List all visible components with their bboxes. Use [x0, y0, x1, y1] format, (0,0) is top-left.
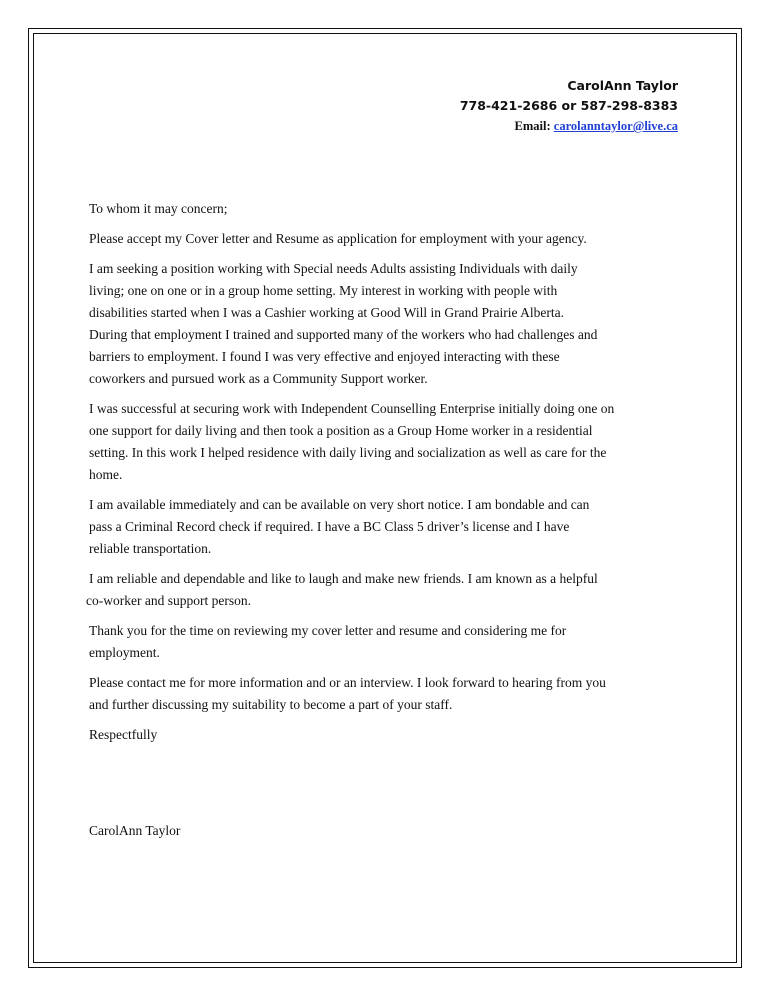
paragraph-line: employment. — [89, 645, 160, 660]
paragraph-line: I was successful at securing work with Independent Counselling Enterprise initially doing one on — [89, 401, 615, 416]
paragraph-line: reliable transportation. — [89, 541, 212, 556]
paragraph-line: home. — [89, 467, 123, 482]
paragraph-line: living; one on one or in a group home setting. My interest in working with people with — [89, 283, 558, 298]
sender-email-line — [460, 116, 678, 136]
paragraph-line: Thank you for the time on reviewing my cover letter and resume and considering me for — [89, 623, 567, 638]
paragraph-thanks — [89, 620, 689, 664]
signature-name: CarolAnn Taylor — [89, 823, 181, 838]
paragraph-line: co-worker and support person. — [86, 593, 251, 608]
paragraph-line: coworkers and pursued work as a Community Support worker. — [89, 371, 428, 386]
letter-header — [460, 76, 678, 136]
paragraph-line: disabilities started when I was a Cashier working at Good Will in Grand Prairie Alberta. — [89, 305, 564, 320]
paragraph-line: pass a Criminal Record check if required. I have a BC Class 5 driver’s license and I have — [89, 519, 570, 534]
paragraph-line: I am reliable and dependable and like to laugh and make new friends. I am known as a helpful — [89, 571, 598, 586]
email-link[interactable]: carolanntaylor@live.ca — [553, 119, 678, 133]
paragraph-contact — [89, 672, 689, 716]
paragraph-line: I am seeking a position working with Special needs Adults assisting Individuals with daily — [89, 261, 578, 276]
paragraph-line: Please contact me for more information and or an interview. I look forward to hearing from you — [89, 675, 606, 690]
paragraph-experience — [89, 258, 689, 390]
greeting: To whom it may concern; — [89, 201, 228, 216]
paragraph-employment — [89, 398, 689, 486]
paragraph-line: During that employment I trained and supported many of the workers who had challenges and — [89, 327, 598, 342]
paragraph-line: I am available immediately and can be available on very short notice. I am bondable and can — [89, 497, 590, 512]
letter-body — [86, 198, 689, 842]
email-label: Email: — [514, 119, 551, 133]
paragraph-line: setting. In this work I helped residence with daily living and socialization as well as care for the — [89, 445, 607, 460]
sender-phone: 778-421-2686 or 587-298-8383 — [459, 98, 678, 113]
closing: Respectfully — [89, 727, 158, 742]
paragraph-line: one support for daily living and then took a position as a Group Home worker in a residential — [89, 423, 593, 438]
paragraph-line: and further discussing my suitability to become a part of your staff. — [89, 697, 453, 712]
paragraph-line: barriers to employment. I found I was very effective and enjoyed interacting with these — [89, 349, 560, 364]
paragraph-personality — [86, 568, 689, 612]
sender-name: CarolAnn Taylor — [567, 78, 678, 93]
intro-paragraph: Please accept my Cover letter and Resume as application for employment with your agency. — [89, 231, 587, 246]
paragraph-availability — [89, 494, 689, 560]
